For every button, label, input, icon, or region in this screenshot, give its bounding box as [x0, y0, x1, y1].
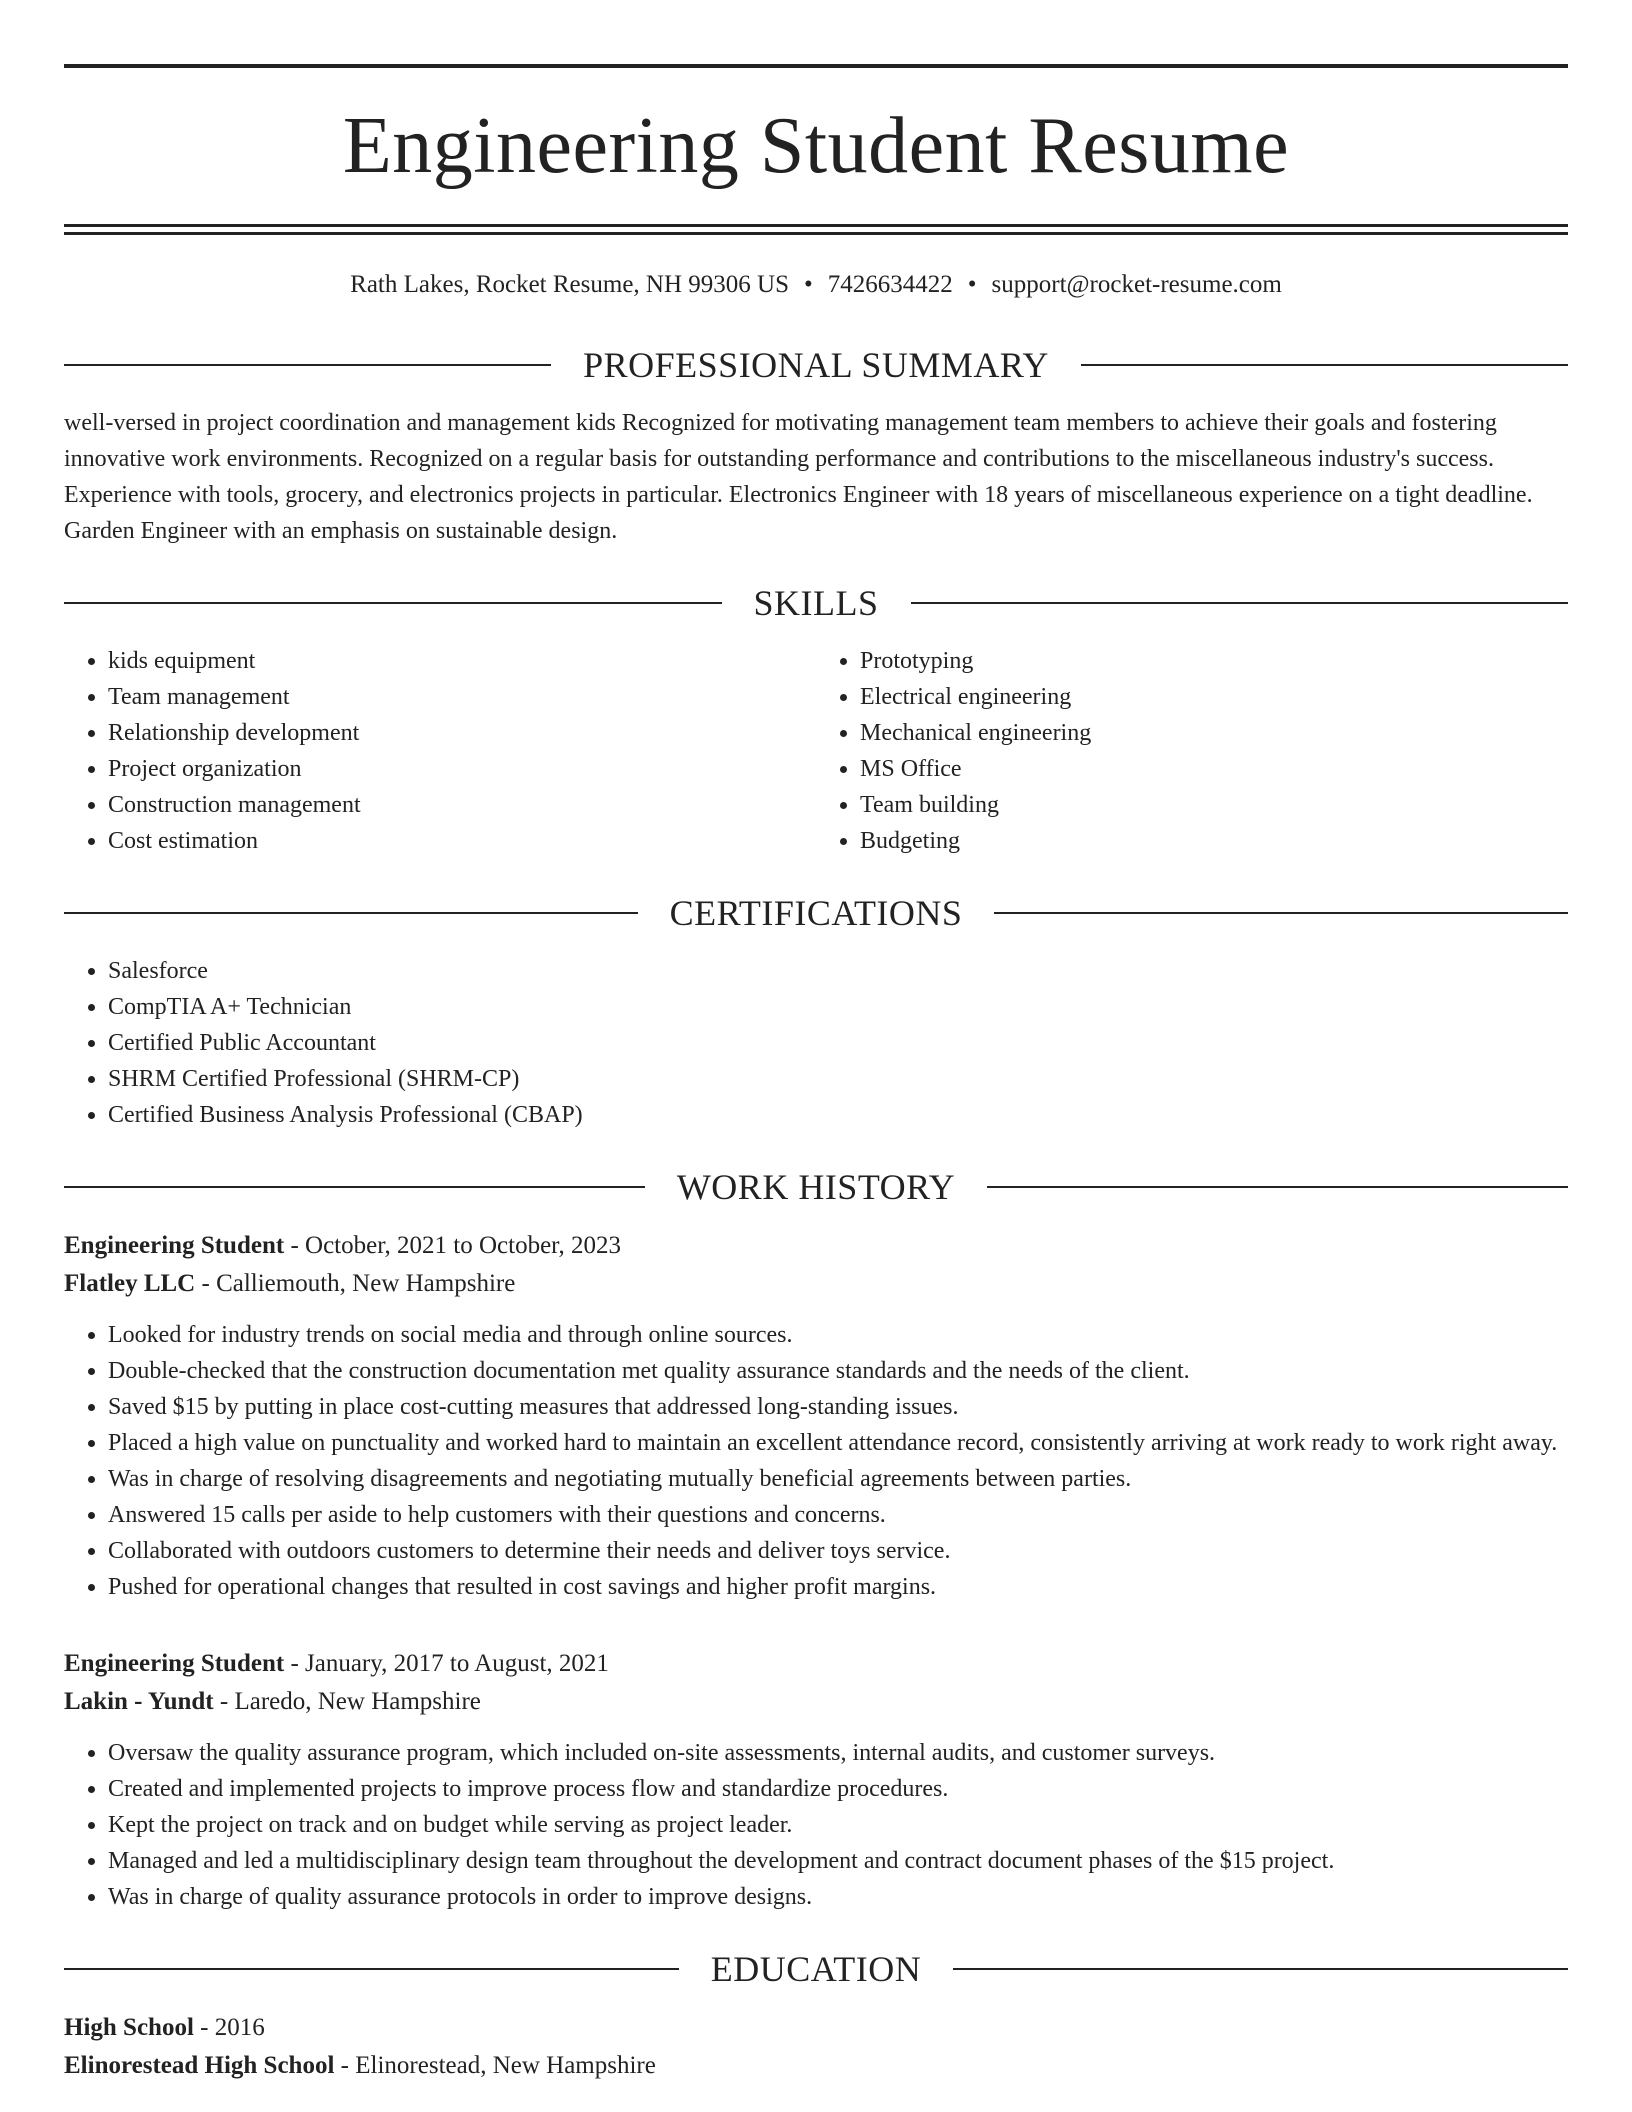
- job-dates: October, 2021 to October, 2023: [305, 1232, 621, 1259]
- job-bullet: • Looked for industry trends on social media and through online sources.: [108, 1317, 1568, 1353]
- divider-line: [64, 364, 551, 366]
- skill-item: • Project organization: [108, 751, 816, 787]
- divider-line: [953, 1968, 1568, 1970]
- section-title-education: EDUCATION: [710, 1949, 922, 1989]
- summary-text: well-versed in project coordination and management kids Recognized for motivating management team members to achieve their goals and fostering innovative work environments. Recognized on a regular basis for outstanding performance and contributions to the miscellaneous industry's success. Experience with tools, grocery, and electronics projects in particular. Electronics Engineer with 18 years of miscellaneous experience on a tight deadline. Garden Engineer with an emphasis on sustainable design.: [64, 410, 1533, 544]
- skill-item: • Prototyping: [860, 643, 1568, 679]
- certifications-list: [64, 953, 1568, 1133]
- education-year: 2016: [214, 2014, 265, 2041]
- divider-line: [987, 1186, 1568, 1188]
- job-bullet: • Placed a high value on punctuality and worked hard to maintain an excellent attendance record, consistently arriving at work ready to work right away.: [108, 1425, 1568, 1461]
- certification-item: • CompTIA A+ Technician: [108, 989, 1568, 1025]
- divider-line: [64, 1186, 645, 1188]
- education-dash: -: [200, 2014, 209, 2041]
- certification-item: • Certified Business Analysis Professional (CBAP): [108, 1097, 1568, 1133]
- contact-phone: 7426634422: [827, 271, 953, 298]
- contact-separator: •: [804, 271, 813, 298]
- skill-item: • Relationship development: [108, 715, 816, 751]
- job-bullets: [64, 1735, 1568, 1915]
- certification-item: • SHRM Certified Professional (SHRM-CP): [108, 1061, 1568, 1097]
- skills-column-right: [816, 643, 1568, 859]
- section-header-skills: [64, 583, 1568, 623]
- job-company-line: Lakin - Yundt - Laredo, New Hampshire: [64, 1688, 481, 1715]
- job-entry: [64, 1227, 1568, 1605]
- divider-line: [1081, 364, 1568, 366]
- divider-line: [64, 602, 722, 604]
- job-bullet: • Managed and led a multidisciplinary design team throughout the development and contract document phases of the $15 project.: [108, 1843, 1568, 1879]
- job-title-line: Engineering Student - October, 2021 to October, 2023: [64, 1232, 621, 1259]
- skills-list-right: [816, 643, 1568, 859]
- job-company: Lakin - Yundt: [64, 1688, 214, 1715]
- contact-email: support@rocket-resume.com: [991, 271, 1282, 298]
- skills-grid: [64, 643, 1568, 859]
- skill-item: • Mechanical engineering: [860, 715, 1568, 751]
- job-role: Engineering Student: [64, 1650, 285, 1677]
- job-bullet: • Was in charge of quality assurance protocols in order to improve designs.: [108, 1879, 1568, 1915]
- certification-item: • Salesforce: [108, 953, 1568, 989]
- divider-line: [64, 912, 638, 914]
- skill-item: • Cost estimation: [108, 823, 816, 859]
- job-company: Flatley LLC: [64, 1270, 196, 1297]
- job-location: Laredo, New Hampshire: [234, 1688, 481, 1715]
- education-school: Elinorestead High School: [64, 2052, 335, 2079]
- job-bullet: • Oversaw the quality assurance program, which included on-site assessments, internal audits, and customer surveys.: [108, 1735, 1568, 1771]
- skill-item: • Team management: [108, 679, 816, 715]
- section-title-work: WORK HISTORY: [676, 1167, 956, 1207]
- job-bullet: • Double-checked that the construction documentation met quality assurance standards and the needs of the client.: [108, 1353, 1568, 1389]
- skill-item: • Electrical engineering: [860, 679, 1568, 715]
- job-bullet: • Collaborated with outdoors customers to determine their needs and deliver toys service.: [108, 1533, 1568, 1569]
- section-title-certifications: CERTIFICATIONS: [669, 893, 963, 933]
- job-bullets: [64, 1317, 1568, 1605]
- section-header-summary: [64, 345, 1568, 385]
- job-bullet: • Answered 15 calls per aside to help customers with their questions and concerns.: [108, 1497, 1568, 1533]
- education-dash: -: [340, 2052, 349, 2079]
- divider-line: [64, 1968, 679, 1970]
- skill-item: • Construction management: [108, 787, 816, 823]
- skill-item: • Team building: [860, 787, 1568, 823]
- job-company-line: Flatley LLC - Calliemouth, New Hampshire: [64, 1270, 516, 1297]
- education-entry: [64, 2009, 1568, 2085]
- education-degree: High School: [64, 2014, 194, 2041]
- education-location: Elinorestead, New Hampshire: [355, 2052, 656, 2079]
- skill-item: • MS Office: [860, 751, 1568, 787]
- job-dates: January, 2017 to August, 2021: [305, 1650, 609, 1677]
- job-bullet: • Saved $15 by putting in place cost-cutting measures that addressed long-standing issues.: [108, 1389, 1568, 1425]
- section-header-certifications: [64, 893, 1568, 933]
- skills-column-left: [64, 643, 816, 859]
- section-title-skills: SKILLS: [753, 583, 879, 623]
- job-location: Calliemouth, New Hampshire: [216, 1270, 516, 1297]
- skill-item: • Budgeting: [860, 823, 1568, 859]
- job-title-line: Engineering Student - January, 2017 to August, 2021: [64, 1650, 609, 1677]
- job-bullet: • Created and implemented projects to improve process flow and standardize procedures.: [108, 1771, 1568, 1807]
- contact-address: Rath Lakes, Rocket Resume, NH 99306 US: [350, 271, 789, 298]
- divider-line: [994, 912, 1568, 914]
- divider-line: [911, 602, 1569, 604]
- skills-list-left: [64, 643, 816, 859]
- section-header-education: [64, 1949, 1568, 1989]
- education-school-line: [64, 2047, 1568, 2085]
- education-degree-line: [64, 2009, 1568, 2047]
- top-rule: [64, 64, 1568, 68]
- double-rule: [64, 224, 1568, 235]
- skill-item: • kids equipment: [108, 643, 816, 679]
- certification-item: • Certified Public Accountant: [108, 1025, 1568, 1061]
- section-title-summary: PROFESSIONAL SUMMARY: [583, 345, 1049, 385]
- contact-separator: •: [967, 271, 977, 298]
- section-header-work: [64, 1167, 1568, 1207]
- job-bullet: • Was in charge of resolving disagreements and negotiating mutually beneficial agreements between parties.: [108, 1461, 1568, 1497]
- contact-line: [64, 269, 1568, 301]
- job-role: Engineering Student: [64, 1232, 285, 1259]
- resume-title: Engineering Student Resume: [342, 102, 1290, 190]
- job-bullet: • Pushed for operational changes that resulted in cost savings and higher profit margins.: [108, 1569, 1568, 1605]
- job-bullet: • Kept the project on track and on budget while serving as project leader.: [108, 1807, 1568, 1843]
- job-entry: [64, 1645, 1568, 1915]
